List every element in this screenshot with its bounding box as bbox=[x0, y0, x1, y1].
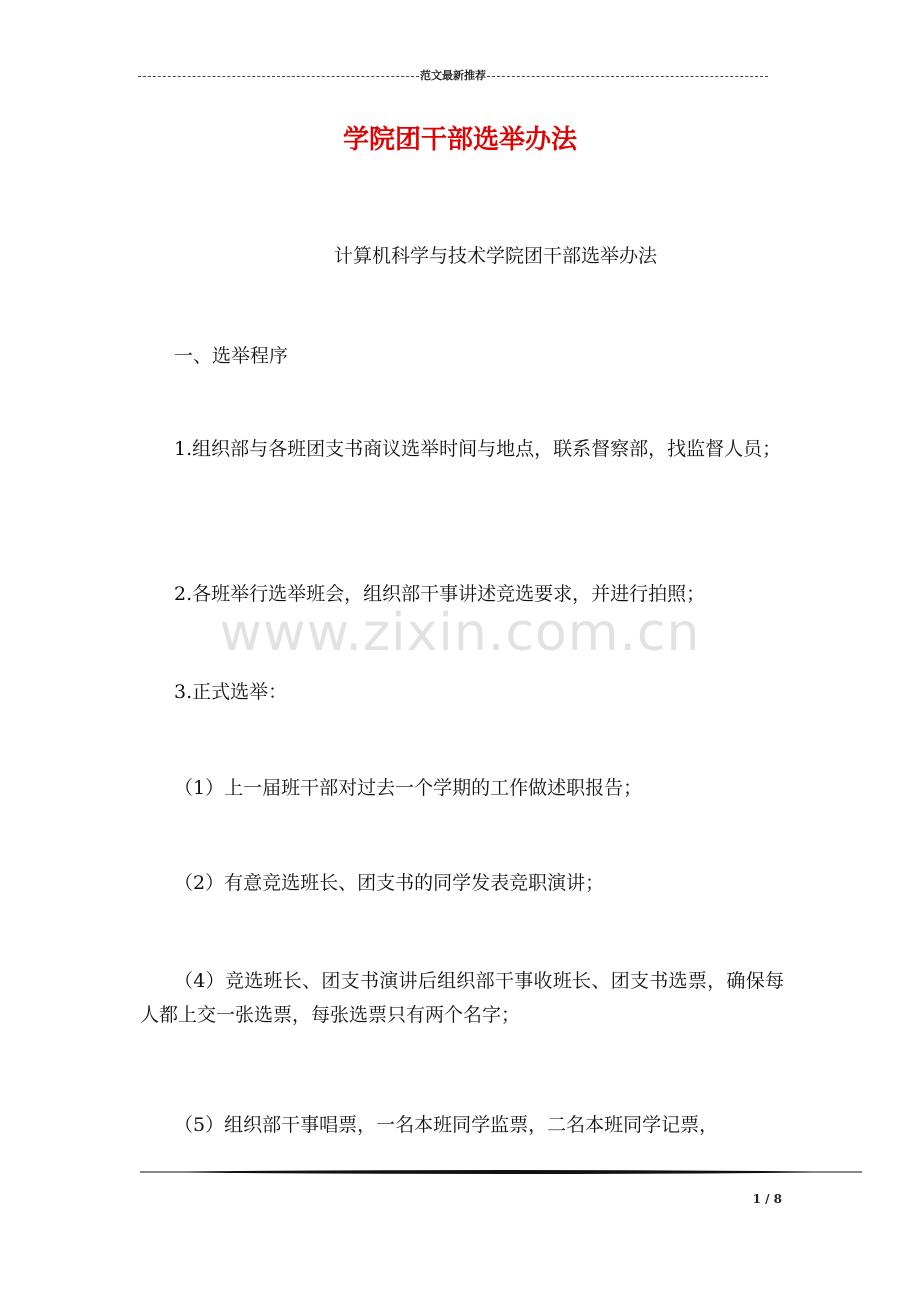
paragraph-step-2: 2.各班举行选举班会，组织部干事讲述竞选要求，并进行拍照； bbox=[174, 583, 706, 605]
section-heading: 一、选举程序 bbox=[174, 345, 289, 367]
paragraph-item-1: （1）上一届班干部对过去一个学期的工作做述职报告； bbox=[174, 777, 643, 799]
header-label: 范文最新推荐 bbox=[420, 69, 486, 82]
header-dash-left bbox=[138, 76, 419, 77]
paragraph-step-1: 1.组织部与各班团支书商议选举时间与地点，联系督察部，找监督人员； bbox=[174, 438, 782, 460]
page-indicator: 1 / 8 bbox=[752, 1192, 782, 1206]
page-header bbox=[138, 68, 768, 84]
paragraph-item-2: （2）有意竞选班长、团支书的同学发表竞职演讲； bbox=[174, 872, 605, 894]
paragraph-step-3: 3.正式选举： bbox=[174, 681, 288, 703]
paragraph-item-5: （5）组织部干事唱票，一名本班同学监票，二名本班同学记票， bbox=[174, 1114, 719, 1136]
footer-rule bbox=[140, 1166, 862, 1178]
document-title: 学院团干部选举办法 bbox=[342, 125, 577, 155]
paragraph-item-4: （4）竞选班长、团支书演讲后组织部干事收班长、团支书选票，确保每人都上交一张选票，每张选票只有两个名字； bbox=[140, 970, 784, 1026]
document-subtitle: 计算机科学与技术学院团干部选举办法 bbox=[334, 245, 658, 267]
header-dash-right bbox=[487, 76, 768, 77]
watermark-text: www.zixin.com.cn bbox=[219, 603, 701, 663]
